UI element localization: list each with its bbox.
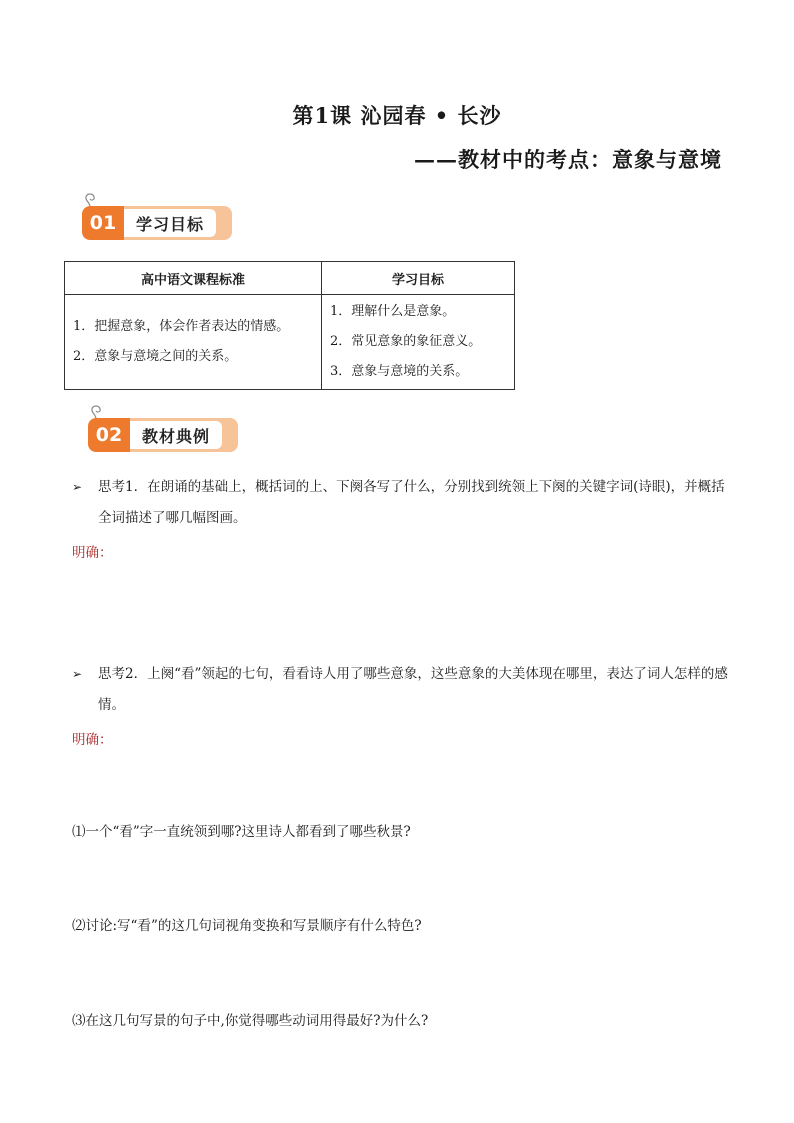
table-header-row [65, 262, 515, 295]
arrow-bullet-icon: ➢ [72, 480, 83, 494]
section-number: 01 [82, 206, 124, 240]
list-item: 2．常见意象的象征意义。 [330, 334, 482, 349]
list-item: 1．把握意象，体会作者表达的情感。 [73, 319, 290, 334]
arrow-bullet-icon: ➢ [72, 667, 83, 681]
question-text: 思考1．在朗诵的基础上，概括词的上、下阕各写了什么，分别找到统领上下阕的关键字词(诗眼)，并概括全词描述了哪几幅图画。 [98, 479, 725, 526]
answer-label: 明确： [72, 545, 113, 561]
section-badge-examples [88, 404, 238, 454]
list-item: 2．意象与意境之间的关系。 [73, 349, 238, 364]
section-number: 02 [88, 418, 130, 452]
sub-question: ⑶在这几句写景的句子中,你觉得哪些动词用得最好?为什么? [72, 1013, 429, 1029]
page-title: 第1课 沁园春 • 长沙 [292, 103, 502, 128]
question-2 [72, 659, 732, 721]
section-label: 教材典例 [130, 421, 222, 449]
question-1 [72, 472, 732, 534]
table-row [65, 295, 515, 390]
sub-question: ⑵讨论:写“看”的这几句词视角变换和写景顺序有什么特色? [72, 918, 422, 934]
table-cell-goals [322, 295, 515, 390]
list-item: 3．意象与意境的关系。 [330, 364, 469, 379]
goals-table [64, 261, 515, 390]
sub-question: ⑴一个“看”字一直统领到哪?这里诗人都看到了哪些秋景? [72, 824, 411, 840]
table-header-goals: 学习目标 [322, 262, 515, 295]
page-subtitle: ——教材中的考点：意象与意境 [414, 147, 722, 172]
answer-label: 明确： [72, 732, 113, 748]
section-label: 学习目标 [124, 209, 216, 237]
section-badge-goals [82, 192, 232, 242]
table-cell-standard [65, 295, 322, 390]
table-header-standard: 高中语文课程标准 [65, 262, 322, 295]
question-text: 思考2．上阕“看”领起的七句，看看诗人用了哪些意象，这些意象的大美体现在哪里，表达了词人怎样的感情。 [98, 666, 728, 713]
list-item: 1．理解什么是意象。 [330, 304, 456, 319]
